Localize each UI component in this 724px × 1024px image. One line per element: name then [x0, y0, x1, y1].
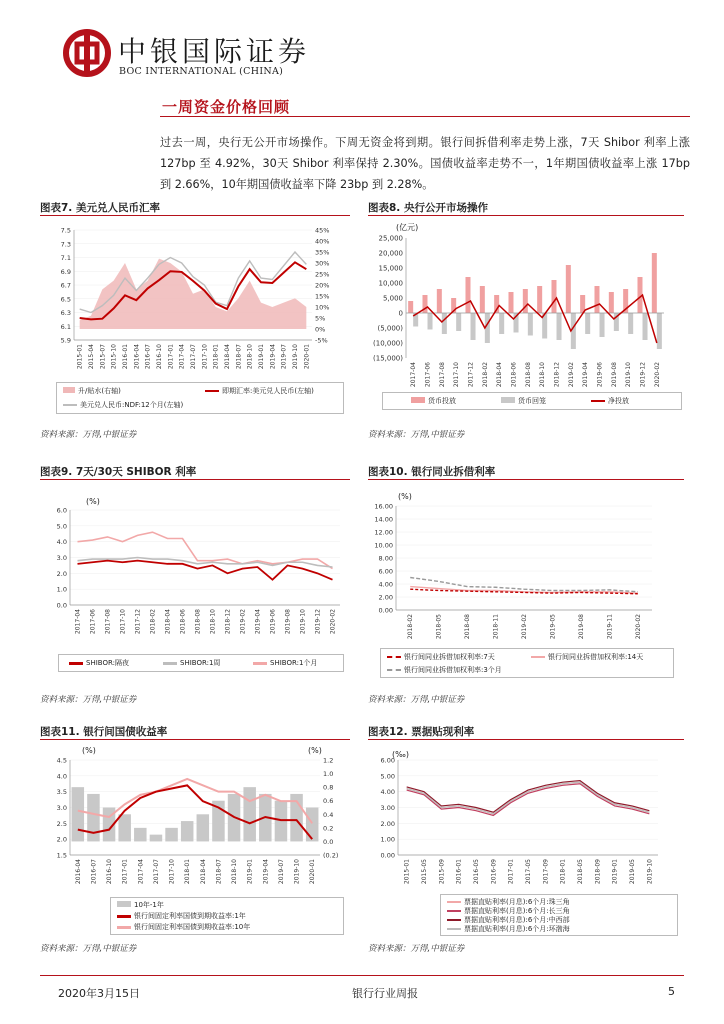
y2-tick-label: 1.2	[323, 756, 334, 765]
y-tick-label: 2.00	[378, 593, 393, 602]
x-tick-label: 2017-12	[467, 362, 475, 388]
fig10-legend	[380, 648, 674, 678]
x-tick-label: 2019-08	[610, 362, 618, 388]
x-tick-label: 2018-04	[224, 344, 231, 370]
fig12-title: 图表12. 票据贴现利率	[368, 726, 475, 738]
y-tick-label: 6.7	[60, 281, 71, 290]
x-tick-label: 2015-10	[110, 344, 118, 370]
x-tick-label: 2016-05	[473, 859, 480, 885]
legend-swatch	[387, 669, 401, 671]
withdraw-bar	[557, 313, 562, 340]
withdraw-bar	[499, 313, 504, 334]
fig9-title: 图表9. 7天/30天 SHIBOR 利率	[40, 466, 197, 478]
fig9-source: 资料来源：万得,中银证券	[40, 695, 137, 705]
withdraw-bar	[657, 313, 662, 349]
term-spread-bar	[306, 808, 319, 842]
x-tick-label: 2019-11	[606, 614, 614, 640]
y-tick-label: 3.5	[56, 788, 67, 797]
x-tick-label: 2018-08	[524, 362, 532, 388]
term-spread-bar	[134, 828, 147, 842]
y2-tick-label: 45%	[315, 226, 330, 235]
fig7-title: 图表7. 美元兑人民币汇率	[40, 202, 160, 214]
term-spread-bar	[87, 794, 100, 842]
x-tick-label: 2017-10	[453, 362, 461, 388]
inject-bar	[551, 280, 556, 313]
legend-label: SHIBOR:1个月	[270, 659, 318, 667]
y2-tick-label: 0%	[315, 325, 326, 334]
withdraw-bar	[628, 313, 633, 334]
x-tick-label: 2019-04	[262, 859, 270, 885]
term-spread-bar	[197, 814, 210, 841]
y2-tick-label: 0.0	[323, 837, 334, 846]
fig11-source: 资料来源：万得,中银证券	[40, 944, 137, 954]
footer-divider	[40, 975, 684, 976]
legend-swatch	[253, 662, 267, 665]
x-tick-label: 2019-12	[639, 362, 647, 388]
x-tick-label: 2017-04	[178, 344, 186, 370]
legend-swatch	[447, 910, 461, 912]
net-injection-line	[413, 295, 657, 343]
x-tick-label: 2015-01	[403, 859, 411, 885]
x-tick-label: 2020-01	[303, 344, 311, 370]
y-tick-label: 25,000	[378, 234, 403, 243]
y-tick-label: 2.00	[380, 819, 395, 828]
x-tick-label: 2018-02	[407, 614, 415, 640]
x-tick-label: 2017-07	[152, 859, 160, 885]
x-tick-label: 2017-07	[190, 344, 197, 370]
inject-bar	[566, 265, 571, 313]
term-spread-bar	[165, 828, 178, 842]
legend-label: 银行间同业拆借加权利率:3个月	[404, 666, 502, 674]
boc-logo-icon	[62, 28, 112, 78]
x-tick-label: 2019-08	[577, 614, 585, 640]
legend-swatch	[447, 928, 461, 930]
x-tick-label: 2018-10	[246, 344, 254, 370]
fig11-unit-left: (%)	[82, 746, 96, 755]
x-tick-label: 2020-02	[634, 614, 642, 640]
x-tick-label: 2018-08	[464, 614, 472, 640]
x-tick-label: 2016-04	[74, 859, 82, 885]
fig12-source: 资料来源：万得,中银证券	[368, 944, 465, 954]
legend-swatch	[447, 919, 461, 921]
legend-label: SHIBOR:隔夜	[86, 659, 129, 667]
x-tick-label: 2019-10	[292, 344, 299, 370]
company-name-cn: 中银国际证券	[118, 35, 311, 68]
x-tick-label: 2018-04	[199, 859, 207, 885]
x-tick-label: 2017-04	[137, 859, 145, 885]
x-tick-label: 2018-06	[510, 362, 518, 388]
x-tick-label: 2016-07	[144, 344, 152, 370]
y2-tick-label: 10%	[315, 303, 330, 312]
x-tick-label: 2015-01	[76, 344, 84, 370]
x-tick-label: 2018-12	[553, 362, 561, 388]
x-tick-label: 2018-10	[231, 859, 239, 885]
y-tick-label: 15,000	[378, 264, 403, 273]
x-tick-label: 2018-05	[577, 859, 584, 885]
x-tick-label: 2019-05	[549, 614, 557, 640]
y-tick-label: 12.00	[374, 528, 393, 537]
x-tick-label: 2017-01	[167, 344, 175, 370]
x-tick-label: 2015-05	[421, 859, 428, 885]
x-tick-label: 2018-12	[224, 609, 232, 635]
y2-tick-label: 25%	[315, 270, 330, 279]
legend-label: 货币投放	[428, 397, 456, 405]
y-tick-label: 1.5	[56, 851, 67, 860]
x-tick-label: 2016-09	[490, 859, 498, 885]
y-tick-label: 2.5	[56, 819, 67, 828]
y-tick-label: 16.00	[374, 502, 393, 511]
x-tick-label: 2015-04	[88, 344, 95, 370]
y-tick-label: 0.00	[380, 851, 395, 860]
fig7-source: 资料来源：万得,中银证券	[40, 430, 137, 440]
bill-rate-yrd-line	[407, 784, 650, 816]
ibor-3m-line	[410, 578, 638, 592]
x-tick-label: 2016-07	[90, 859, 98, 885]
x-tick-label: 2017-06	[89, 609, 97, 635]
term-spread-bar	[72, 787, 85, 841]
x-tick-label: 2020-02	[653, 362, 661, 388]
x-tick-label: 2018-10	[539, 362, 547, 388]
fig8-unit: (亿元)	[396, 223, 419, 232]
withdraw-bar	[585, 313, 590, 334]
y-tick-label: (10,000)	[373, 339, 403, 348]
y-tick-label: 10.00	[374, 541, 393, 550]
y-tick-label: 5.0	[56, 522, 67, 531]
y-tick-label: 7.3	[60, 240, 71, 249]
term-spread-bar	[150, 835, 163, 842]
fig11-title: 图表11. 银行间国债收益率	[40, 726, 168, 738]
y-tick-label: 4.0	[56, 538, 67, 547]
legend-swatch	[69, 662, 83, 665]
x-tick-label: 2019-08	[284, 609, 292, 635]
y2-tick-label: 0.6	[323, 797, 334, 806]
x-tick-label: 2017-04	[74, 609, 82, 635]
y2-tick-label: 40%	[315, 237, 330, 246]
fig8-legend	[382, 392, 682, 410]
y-tick-label: 5.00	[380, 772, 395, 781]
x-tick-label: 2019-01	[246, 859, 254, 885]
inject-bar	[480, 286, 485, 313]
fig11-legend	[110, 897, 344, 935]
legend-swatch	[387, 656, 401, 658]
x-tick-label: 2016-10	[156, 344, 163, 370]
y-tick-label: 0.00	[378, 606, 393, 615]
fig10-chart	[368, 500, 684, 645]
x-tick-label: 2018-02	[149, 609, 157, 635]
x-tick-label: 2017-08	[438, 362, 446, 388]
legend-label: 票据直贴利率(月息):6个月:珠三角	[464, 898, 570, 906]
x-tick-label: 2018-04	[164, 609, 172, 635]
legend-swatch	[411, 397, 425, 403]
withdraw-bar	[471, 313, 476, 340]
x-tick-label: 2018-04	[496, 362, 504, 388]
x-tick-label: 2017-10	[168, 859, 176, 885]
y-tick-label: 1.00	[380, 835, 395, 844]
y-tick-label: 6.9	[60, 267, 71, 276]
section-title: 一周资金价格回顾	[162, 98, 291, 116]
legend-swatch	[163, 662, 177, 665]
y-tick-label: 7.5	[60, 226, 71, 235]
y2-tick-label: 0.2	[323, 824, 334, 833]
y2-tick-label: -5%	[315, 336, 328, 345]
x-tick-label: 2018-09	[594, 859, 602, 885]
fig11-chart	[40, 755, 350, 895]
summary-paragraph: 过去一周，央行无公开市场操作。下周无资金将到期。银行间拆借利率走势上涨，7天 Shibor 利率上涨 127bp 至 4.92%，30天 Shibor 利率保持 2.30%。国债收益率走势不一，1年期国债收益率上涨 17bp 到 2.66%，10年期国债收益率下降 23bp 到 2.28%。	[160, 136, 690, 191]
y2-tick-label: 1.0	[323, 770, 334, 779]
legend-swatch	[63, 404, 77, 406]
x-tick-label: 2018-05	[435, 614, 443, 640]
y-tick-label: 6.00	[380, 756, 395, 765]
y-tick-label: 4.5	[56, 756, 67, 765]
section-divider	[160, 116, 690, 117]
x-tick-label: 2016-04	[133, 344, 141, 370]
fig7-rule	[40, 215, 350, 216]
x-tick-label: 2015-07	[99, 344, 107, 370]
fig10-source: 资料来源：万得,中银证券	[368, 695, 465, 705]
withdraw-bar	[528, 313, 533, 336]
x-tick-label: 2018-11	[492, 614, 500, 640]
x-tick-label: 2019-06	[269, 609, 277, 635]
fig8-title: 图表8. 央行公开市场操作	[368, 202, 488, 214]
term-spread-bar	[181, 821, 194, 841]
x-tick-label: 2018-01	[184, 859, 192, 885]
fig9-rule	[40, 479, 350, 480]
inject-bar	[537, 286, 542, 313]
y-tick-label: 4.0	[56, 772, 67, 781]
legend-swatch	[117, 915, 131, 918]
withdraw-bar	[600, 313, 605, 337]
legend-swatch	[117, 901, 131, 907]
fig11-rule	[40, 739, 350, 740]
legend-label: 净投放	[608, 397, 629, 405]
y-tick-label: 6.3	[60, 309, 71, 317]
y2-tick-label: 30%	[315, 259, 330, 268]
x-tick-label: 2019-07	[280, 344, 288, 370]
fig12-chart	[368, 755, 684, 890]
fig8-chart	[368, 230, 684, 388]
x-tick-label: 2018-01	[559, 859, 567, 885]
y2-tick-label: 15%	[315, 292, 330, 301]
fig11-unit-right: (%)	[308, 746, 322, 755]
legend-label: 票据直贴利率(月息):6个月:环渤海	[464, 925, 570, 933]
y-tick-label: 2.0	[56, 835, 67, 844]
y-tick-label: (5,000)	[377, 324, 403, 333]
y-tick-label: 3.0	[56, 804, 67, 812]
fig9-chart	[40, 505, 350, 645]
legend-label: 货币回笼	[518, 397, 546, 405]
fig12-rule	[368, 739, 684, 740]
y2-tick-label: 35%	[315, 248, 330, 257]
x-tick-label: 2017-04	[410, 362, 418, 388]
x-tick-label: 2016-01	[122, 344, 129, 370]
fig10-rule	[368, 479, 684, 480]
x-tick-label: 2018-01	[212, 344, 220, 370]
inject-bar	[609, 292, 614, 313]
y-tick-label: 5.9	[60, 336, 71, 345]
inject-bar	[652, 253, 657, 313]
fig10-unit: (%)	[398, 492, 412, 501]
x-tick-label: 2019-02	[567, 362, 575, 388]
x-tick-label: 2017-12	[134, 609, 142, 635]
x-tick-label: 2017-10	[119, 609, 127, 635]
withdraw-bar	[442, 313, 447, 334]
y-tick-label: 4.00	[380, 788, 395, 797]
x-tick-label: 2019-04	[269, 344, 277, 370]
x-tick-label: 2017-08	[104, 609, 112, 635]
company-name-en: BOC INTERNATIONAL (CHINA)	[119, 66, 284, 77]
x-tick-label: 2019-05	[629, 859, 636, 885]
y-tick-label: 6.5	[60, 295, 71, 304]
legend-label: 银行间同业拆借加权利率:14天	[548, 653, 644, 661]
x-tick-label: 2018-07	[235, 344, 243, 370]
x-tick-label: 2019-04	[254, 609, 262, 635]
inject-bar	[465, 277, 470, 313]
x-tick-label: 2019-10	[646, 859, 654, 885]
x-tick-label: 2020-02	[329, 609, 337, 635]
x-tick-label: 2019-06	[596, 362, 604, 388]
footer-page-number: 5	[668, 985, 675, 998]
legend-swatch	[591, 400, 605, 402]
y-tick-label: 10,000	[378, 279, 403, 288]
fig12-unit: (‰)	[392, 750, 409, 759]
legend-swatch	[531, 656, 545, 658]
y-tick-label: 3.00	[380, 804, 395, 812]
y-tick-label: 14.00	[374, 515, 393, 524]
legend-label: 票据直贴利率(月息):6个月:长三角	[464, 907, 570, 915]
x-tick-label: 2019-10	[293, 859, 301, 885]
x-tick-label: 2018-07	[215, 859, 223, 885]
x-tick-label: 2019-02	[521, 614, 528, 640]
inject-bar	[594, 286, 599, 313]
fig7-legend	[56, 382, 344, 414]
inject-bar	[508, 292, 513, 313]
y-tick-label: (15,000)	[373, 354, 403, 363]
fig7-chart	[40, 222, 350, 380]
legend-swatch	[447, 901, 461, 903]
x-tick-label: 2018-10	[209, 609, 217, 635]
x-tick-label: 2019-10	[625, 362, 633, 388]
x-tick-label: 2019-12	[314, 609, 322, 635]
y2-tick-label: (0.2)	[323, 851, 339, 860]
y-tick-label: 7.1	[60, 254, 71, 262]
legend-swatch	[501, 397, 515, 403]
x-tick-label: 2019-10	[299, 609, 307, 635]
fig8-source: 资料来源：万得,中银证券	[368, 430, 465, 440]
legend-label: 银行间固定利率国债到期收益率:10年	[134, 923, 251, 931]
y-tick-label: 6.1	[60, 322, 71, 331]
legend-label: 美元兑人民币:NDF:12个月(左轴)	[80, 401, 184, 409]
x-tick-label: 2019-01	[611, 859, 619, 885]
x-tick-label: 2017-01	[121, 859, 129, 885]
x-tick-label: 2017-01	[507, 859, 515, 885]
fig12-legend	[440, 894, 678, 936]
y-tick-label: 20,000	[378, 249, 403, 258]
x-tick-label: 2017-05	[525, 859, 532, 885]
legend-label: 即期汇率:美元兑人民币(左轴)	[222, 387, 314, 395]
y-tick-label: 0.0	[56, 601, 67, 610]
legend-label: 银行间同业拆借加权利率:7天	[404, 653, 495, 661]
withdraw-bar	[643, 313, 648, 340]
x-tick-label: 2019-04	[582, 362, 590, 388]
legend-label: 银行间固定利率国债到期收益率:1年	[134, 912, 246, 920]
fig8-rule	[368, 215, 684, 216]
footer-date: 2020年3月15日	[58, 987, 140, 1000]
fig10-title: 图表10. 银行同业拆借利率	[368, 466, 496, 478]
y2-tick-label: 5%	[315, 314, 326, 323]
y-tick-label: 5,000	[382, 294, 403, 303]
x-tick-label: 2019-07	[277, 859, 285, 885]
y-tick-label: 6.0	[56, 506, 67, 515]
legend-label: 10年-1年	[134, 901, 164, 909]
x-tick-label: 2018-08	[194, 609, 202, 635]
x-tick-label: 2016-01	[455, 859, 463, 885]
y-tick-label: 2.0	[56, 569, 67, 578]
legend-label: SHIBOR:1周	[180, 659, 221, 667]
x-tick-label: 2019-01	[258, 344, 265, 370]
legend-label: 票据直贴利率(月息):6个月:中西部	[464, 916, 570, 924]
legend-swatch	[63, 387, 75, 393]
withdraw-bar	[428, 313, 433, 330]
inject-bar	[437, 289, 442, 313]
inject-bar	[408, 301, 413, 313]
fig9-unit: (%)	[86, 497, 100, 506]
y-tick-label: 3.0	[56, 554, 67, 562]
legend-swatch	[117, 926, 131, 929]
x-tick-label: 2017-09	[542, 859, 550, 885]
y-tick-label: 0	[398, 309, 403, 318]
y-tick-label: 1.0	[56, 585, 67, 594]
fig9-legend	[58, 654, 344, 672]
x-tick-label: 2015-09	[438, 859, 446, 885]
term-spread-bar	[243, 787, 256, 841]
withdraw-bar	[456, 313, 461, 331]
x-tick-label: 2016-10	[106, 859, 114, 885]
legend-swatch	[205, 390, 219, 392]
x-tick-label: 2019-02	[239, 609, 247, 635]
x-tick-label: 2018-02	[481, 362, 489, 388]
y-tick-label: 4.00	[378, 580, 393, 589]
x-tick-label: 2017-06	[424, 362, 432, 388]
y2-tick-label: 0.8	[323, 783, 334, 792]
y2-tick-label: 0.4	[323, 810, 334, 819]
term-spread-bar	[118, 814, 131, 841]
y-tick-label: 6.00	[378, 567, 393, 576]
y-tick-label: 8.00	[378, 554, 393, 563]
legend-label: 升/贴水(右轴)	[78, 387, 121, 395]
premium-area	[80, 259, 307, 329]
footer-report-name: 银行行业周报	[352, 987, 418, 1000]
y2-tick-label: 20%	[315, 281, 330, 290]
x-tick-label: 2018-06	[179, 609, 187, 635]
x-tick-label: 2017-10	[201, 344, 209, 370]
x-tick-label: 2020-01	[309, 859, 317, 885]
